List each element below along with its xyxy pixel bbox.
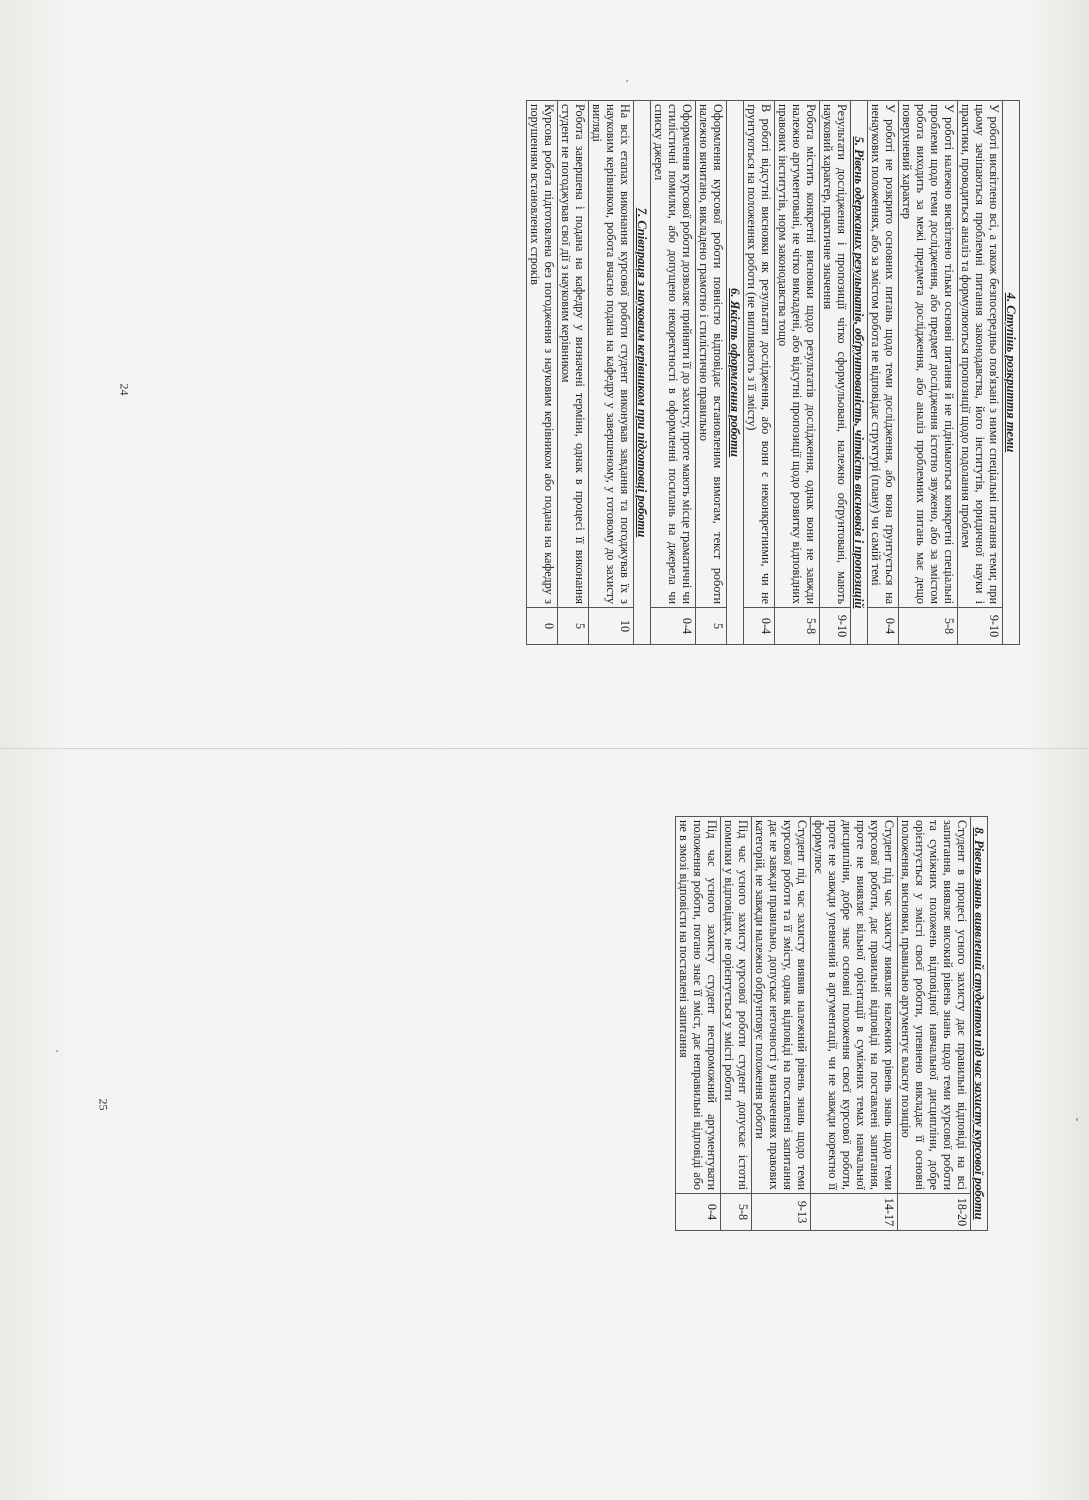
criterion-row xyxy=(898,817,971,1231)
criterion-text: Оформлення курсової роботи дозволяє прийняти її до захисту, проте мають місце граматичні чи стилістичні помилки, або допущено некоректності в оформленні посилань на джерела чи списку джерел xyxy=(651,101,696,608)
scan-speck xyxy=(1076,1118,1078,1121)
criterion-score: 5-8 xyxy=(721,1194,752,1231)
section-title: 7. Співпраця з науковим керівником при підготовці роботи xyxy=(634,101,651,645)
page-fold xyxy=(0,748,1089,749)
criterion-score: 5-8 xyxy=(775,608,820,645)
criterion-row xyxy=(744,101,775,645)
criterion-text: Студент під час захисту виявив належний рівень знань щодо теми курсової роботи та її змісту, однак відповіді на поставлені запитання дає не завжди правильно, допускає неточності у визначеннях правових категорій, не завжди належно обґрунтовує положення роботи xyxy=(752,817,811,1194)
criterion-text: На всіх етапах виконання курсової роботи студент виконував завдання та погоджував їх з науковим керівником, робота вчасно подана на кафедру у завершеному, у готовому до захисту вигляді xyxy=(589,101,634,608)
criterion-score: 18-20 xyxy=(898,1194,971,1231)
criterion-row xyxy=(899,101,958,645)
criterion-score: 5 xyxy=(558,608,589,645)
criterion-text: У роботі висвітлено всі, а також безпосередньо пов'язані з ними спеціальні питання теми; при цьому зачіпаються проблемні питання законодавства, його інститутів, юридичної науки і практики, проводиться аналіз та формулюються пропозиції щодо подолання проблем xyxy=(958,101,1003,608)
criterion-text: У роботі належно висвітлено тільки основні питання й не піднімаються конкретні спеціальні проблеми щодо теми дослідження, або предмет дослідження істотно звужено, або за змістом робота виходить за межі предмета дослідження, або аналіз проблемних питань має дещо поверхневий характер xyxy=(899,101,958,608)
criterion-row xyxy=(958,101,1003,645)
criterion-row xyxy=(868,101,899,645)
criterion-score: 5 xyxy=(696,608,727,645)
section-row xyxy=(1003,101,1020,645)
criterion-row xyxy=(811,817,898,1231)
criterion-text: Студент під час захисту виявляє належних рівень знань щодо теми курсової роботи, дає правильні відповіді на поставлені запитання, проте не виявляє вільної орієнтації в суміжних темах навчальної дисципліни, добре знає основні положення своєї курсової роботи, проте не завжди упевнений в аргументації, чи не завжди коректно її формулює xyxy=(811,817,898,1194)
section-row xyxy=(971,817,988,1231)
page-24 xyxy=(526,100,1020,645)
criterion-text: В роботі відсутні висновки як результати дослідження, або вони є неконкретними, чи не ґрунтуються на положеннях роботи (не випливають з її змісту) xyxy=(744,101,775,608)
section-title: 4. Ступінь розкриття теми xyxy=(1003,101,1020,645)
section-row xyxy=(727,101,744,645)
criterion-text: Робота завершена і подана на кафедру у визначені терміни, однак в процесі її виконання студент не погоджував свої дії з науковим керівником xyxy=(558,101,589,608)
scan-speck xyxy=(56,1050,58,1052)
criteria-table xyxy=(675,816,988,1231)
criterion-row xyxy=(651,101,696,645)
section-row xyxy=(851,101,868,645)
section-title: 5. Рівень одержаних результатів, обґрунтованість, чіткість висновків і пропозицій xyxy=(851,101,868,645)
criterion-text: Курсова робота підготовлена без погодження з науковим керівником або подана на кафедру з порушенням встановлених строків xyxy=(527,101,558,608)
criterion-text: Результати дослідження і пропозиції чітко сформульовані, належно обґрунтовані, мають науковий характер, практичне значення xyxy=(820,101,851,608)
section-title: 8. Рівень знань виявлений студентом під час захисту курсової роботи xyxy=(971,817,988,1231)
criterion-row xyxy=(752,817,811,1231)
section-row xyxy=(634,101,651,645)
page-number: 24 xyxy=(117,383,132,396)
criterion-text: Під час усного захисту курсової роботи студент допускає істотні помилки у відповідях, не орієнтується у змісті роботи xyxy=(721,817,752,1194)
criterion-score: 14-17 xyxy=(811,1194,898,1231)
criterion-text: Студент в процесі усного захисту дає правильні відповіді на всі запитання, виявляє високий рівень знань щодо теми курсової роботи та суміжних положень відповідної навчальної дисципліни, добре орієнтується у змісті своєї роботи, упевнено викладає її основні положення, висновки, правильно аргументує власну позицію xyxy=(898,817,971,1194)
criterion-score: 0-4 xyxy=(868,608,899,645)
page-25 xyxy=(675,816,988,1231)
criterion-score: 0 xyxy=(527,608,558,645)
criterion-row xyxy=(589,101,634,645)
criterion-score: 9-10 xyxy=(958,608,1003,645)
criteria-table xyxy=(526,100,1020,645)
criterion-row xyxy=(775,101,820,645)
criterion-text: Робота містить конкретні висновки щодо результатів дослідження, однак вони не завжди належно аргументовані, не чітко викладені, або відсутні пропозиції щодо розвитку відповідних правових інститутів, норм законодавства тощо xyxy=(775,101,820,608)
criterion-row xyxy=(721,817,752,1231)
criterion-score: 0-4 xyxy=(651,608,696,645)
criterion-score: 0-4 xyxy=(744,608,775,645)
criterion-score: 10 xyxy=(589,608,634,645)
section-title: 6. Якість оформлення роботи xyxy=(727,101,744,645)
criterion-text: Оформлення курсової роботи повністю відповідає встановленим вимогам, текст роботи належно вичитано, викладено грамотно і стилістично правильно xyxy=(696,101,727,608)
criterion-score: 0-4 xyxy=(676,1194,721,1231)
criterion-score: 9-10 xyxy=(820,608,851,645)
criterion-score: 9-13 xyxy=(752,1194,811,1231)
criterion-score: 5-8 xyxy=(899,608,958,645)
criterion-row xyxy=(527,101,558,645)
criterion-text: У роботі не розкрито основних питань щодо теми дослідження, або вона ґрунтується на ненаукових положеннях, або за змістом робота не відповідає структурі (плану) чи самій темі xyxy=(868,101,899,608)
criterion-text: Під час усного захисту студент неспроможний аргументувати положення роботи, погано знає її зміст, дає неправильні відповіді або не в змозі відповісти на поставлені запитання xyxy=(676,817,721,1194)
page-number: 25 xyxy=(96,1098,111,1111)
criterion-row xyxy=(820,101,851,645)
criterion-row xyxy=(696,101,727,645)
criterion-row xyxy=(558,101,589,645)
criterion-row xyxy=(676,817,721,1231)
scan-speck xyxy=(626,80,628,82)
